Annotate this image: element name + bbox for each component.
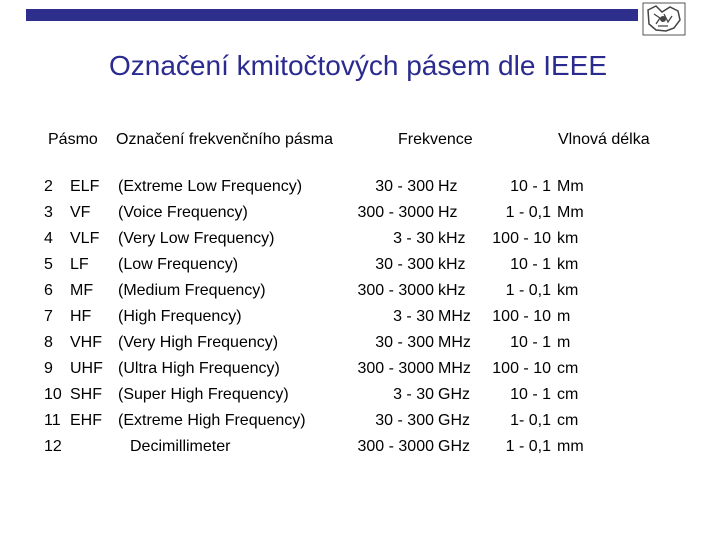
band-number: 11 [44, 412, 61, 429]
band-number: 5 [44, 256, 53, 273]
band-name: (Low Frequency) [118, 256, 239, 273]
table-row [0, 178, 720, 204]
wavelength-unit: km [557, 230, 579, 247]
frequency-range: 300 - 3000 [357, 360, 434, 377]
wavelength-range: 100 - 10 [492, 230, 551, 247]
band-abbreviation: VLF [70, 230, 100, 247]
band-number: 4 [44, 230, 53, 247]
wavelength-unit: cm [557, 386, 579, 403]
band-name: (High Frequency) [118, 308, 242, 325]
band-number: 8 [44, 334, 53, 351]
band-name: (Super High Frequency) [118, 386, 289, 403]
wavelength-unit: Mm [557, 178, 584, 195]
band-number: 7 [44, 308, 53, 325]
wavelength-unit: Mm [557, 204, 584, 221]
band-name: (Medium Frequency) [118, 282, 266, 299]
band-number: 12 [44, 438, 62, 455]
band-abbreviation: MF [70, 282, 94, 299]
band-abbreviation: SHF [70, 386, 102, 403]
frequency-range: 300 - 3000 [357, 438, 434, 455]
band-abbreviation: VHF [70, 334, 102, 351]
table-row [0, 334, 720, 360]
frequency-range: 3 - 30 [393, 308, 434, 325]
frequency-unit: GHz [438, 412, 470, 429]
band-name: (Extreme High Frequency) [118, 412, 306, 429]
wavelength-unit: mm [557, 438, 584, 455]
frequency-range: 30 - 300 [375, 334, 434, 351]
band-abbreviation: HF [70, 308, 92, 325]
band-name: (Voice Frequency) [118, 204, 248, 221]
frequency-unit: Hz [438, 204, 458, 221]
wavelength-unit: km [557, 282, 579, 299]
band-number: 6 [44, 282, 53, 299]
frequency-range: 30 - 300 [375, 412, 434, 429]
frequency-range: 3 - 30 [393, 386, 434, 403]
slide-title: Označení kmitočtových pásem dle IEEE [109, 50, 607, 81]
band-number: 9 [44, 360, 53, 377]
frequency-unit: MHz [438, 360, 471, 377]
band-number: 3 [44, 204, 53, 221]
table-row [0, 438, 720, 464]
header-band: Pásmo [48, 131, 98, 148]
band-abbreviation: UHF [70, 360, 103, 377]
table-row [0, 360, 720, 386]
wavelength-range: 10 - 1 [510, 256, 551, 273]
wavelength-range: 10 - 1 [510, 334, 551, 351]
band-abbreviation: VF [70, 204, 91, 221]
frequency-unit: GHz [438, 386, 470, 403]
frequency-range: 30 - 300 [375, 256, 434, 273]
university-logo-icon [642, 2, 686, 36]
frequency-range: 300 - 3000 [357, 204, 434, 221]
wavelength-unit: km [557, 256, 579, 273]
table-row [0, 308, 720, 334]
table-row [0, 230, 720, 256]
frequency-unit: MHz [438, 308, 471, 325]
wavelength-range: 100 - 10 [492, 308, 551, 325]
band-number: 2 [44, 178, 53, 195]
wavelength-unit: m [557, 334, 571, 351]
table-row [0, 386, 720, 412]
header-bar [26, 9, 638, 21]
header-designation: Označení frekvenčního pásma [116, 131, 334, 148]
wavelength-range: 1 - 0,1 [505, 438, 551, 455]
frequency-unit: GHz [438, 438, 470, 455]
wavelength-range: 1- 0,1 [510, 412, 551, 429]
wavelength-unit: m [557, 308, 571, 325]
header-wavelength: Vlnová délka [558, 131, 650, 148]
table-row [0, 256, 720, 282]
wavelength-range: 1 - 0,1 [505, 282, 551, 299]
table-row [0, 412, 720, 438]
frequency-range: 300 - 3000 [357, 282, 434, 299]
wavelength-unit: cm [557, 412, 579, 429]
frequency-unit: kHz [438, 230, 466, 247]
wavelength-unit: cm [557, 360, 579, 377]
table-row [0, 204, 720, 230]
wavelength-range: 1 - 0,1 [505, 204, 551, 221]
band-abbreviation: EHF [70, 412, 102, 429]
frequency-unit: MHz [438, 334, 471, 351]
wavelength-range: 10 - 1 [510, 386, 551, 403]
band-abbreviation: ELF [70, 178, 100, 195]
band-name: (Very Low Frequency) [118, 230, 275, 247]
wavelength-range: 100 - 10 [492, 360, 551, 377]
wavelength-range: 10 - 1 [510, 178, 551, 195]
band-name: (Ultra High Frequency) [118, 360, 280, 377]
band-abbreviation: LF [70, 256, 89, 273]
frequency-range: 3 - 30 [393, 230, 434, 247]
band-number: 10 [44, 386, 62, 403]
table-row [0, 282, 720, 308]
frequency-unit: kHz [438, 282, 466, 299]
band-name: Decimillimeter [130, 438, 231, 455]
band-name: (Very High Frequency) [118, 334, 279, 351]
frequency-unit: Hz [438, 178, 458, 195]
frequency-range: 30 - 300 [375, 178, 434, 195]
header-frequency: Frekvence [398, 131, 473, 148]
frequency-unit: kHz [438, 256, 466, 273]
band-name: (Extreme Low Frequency) [118, 178, 303, 195]
